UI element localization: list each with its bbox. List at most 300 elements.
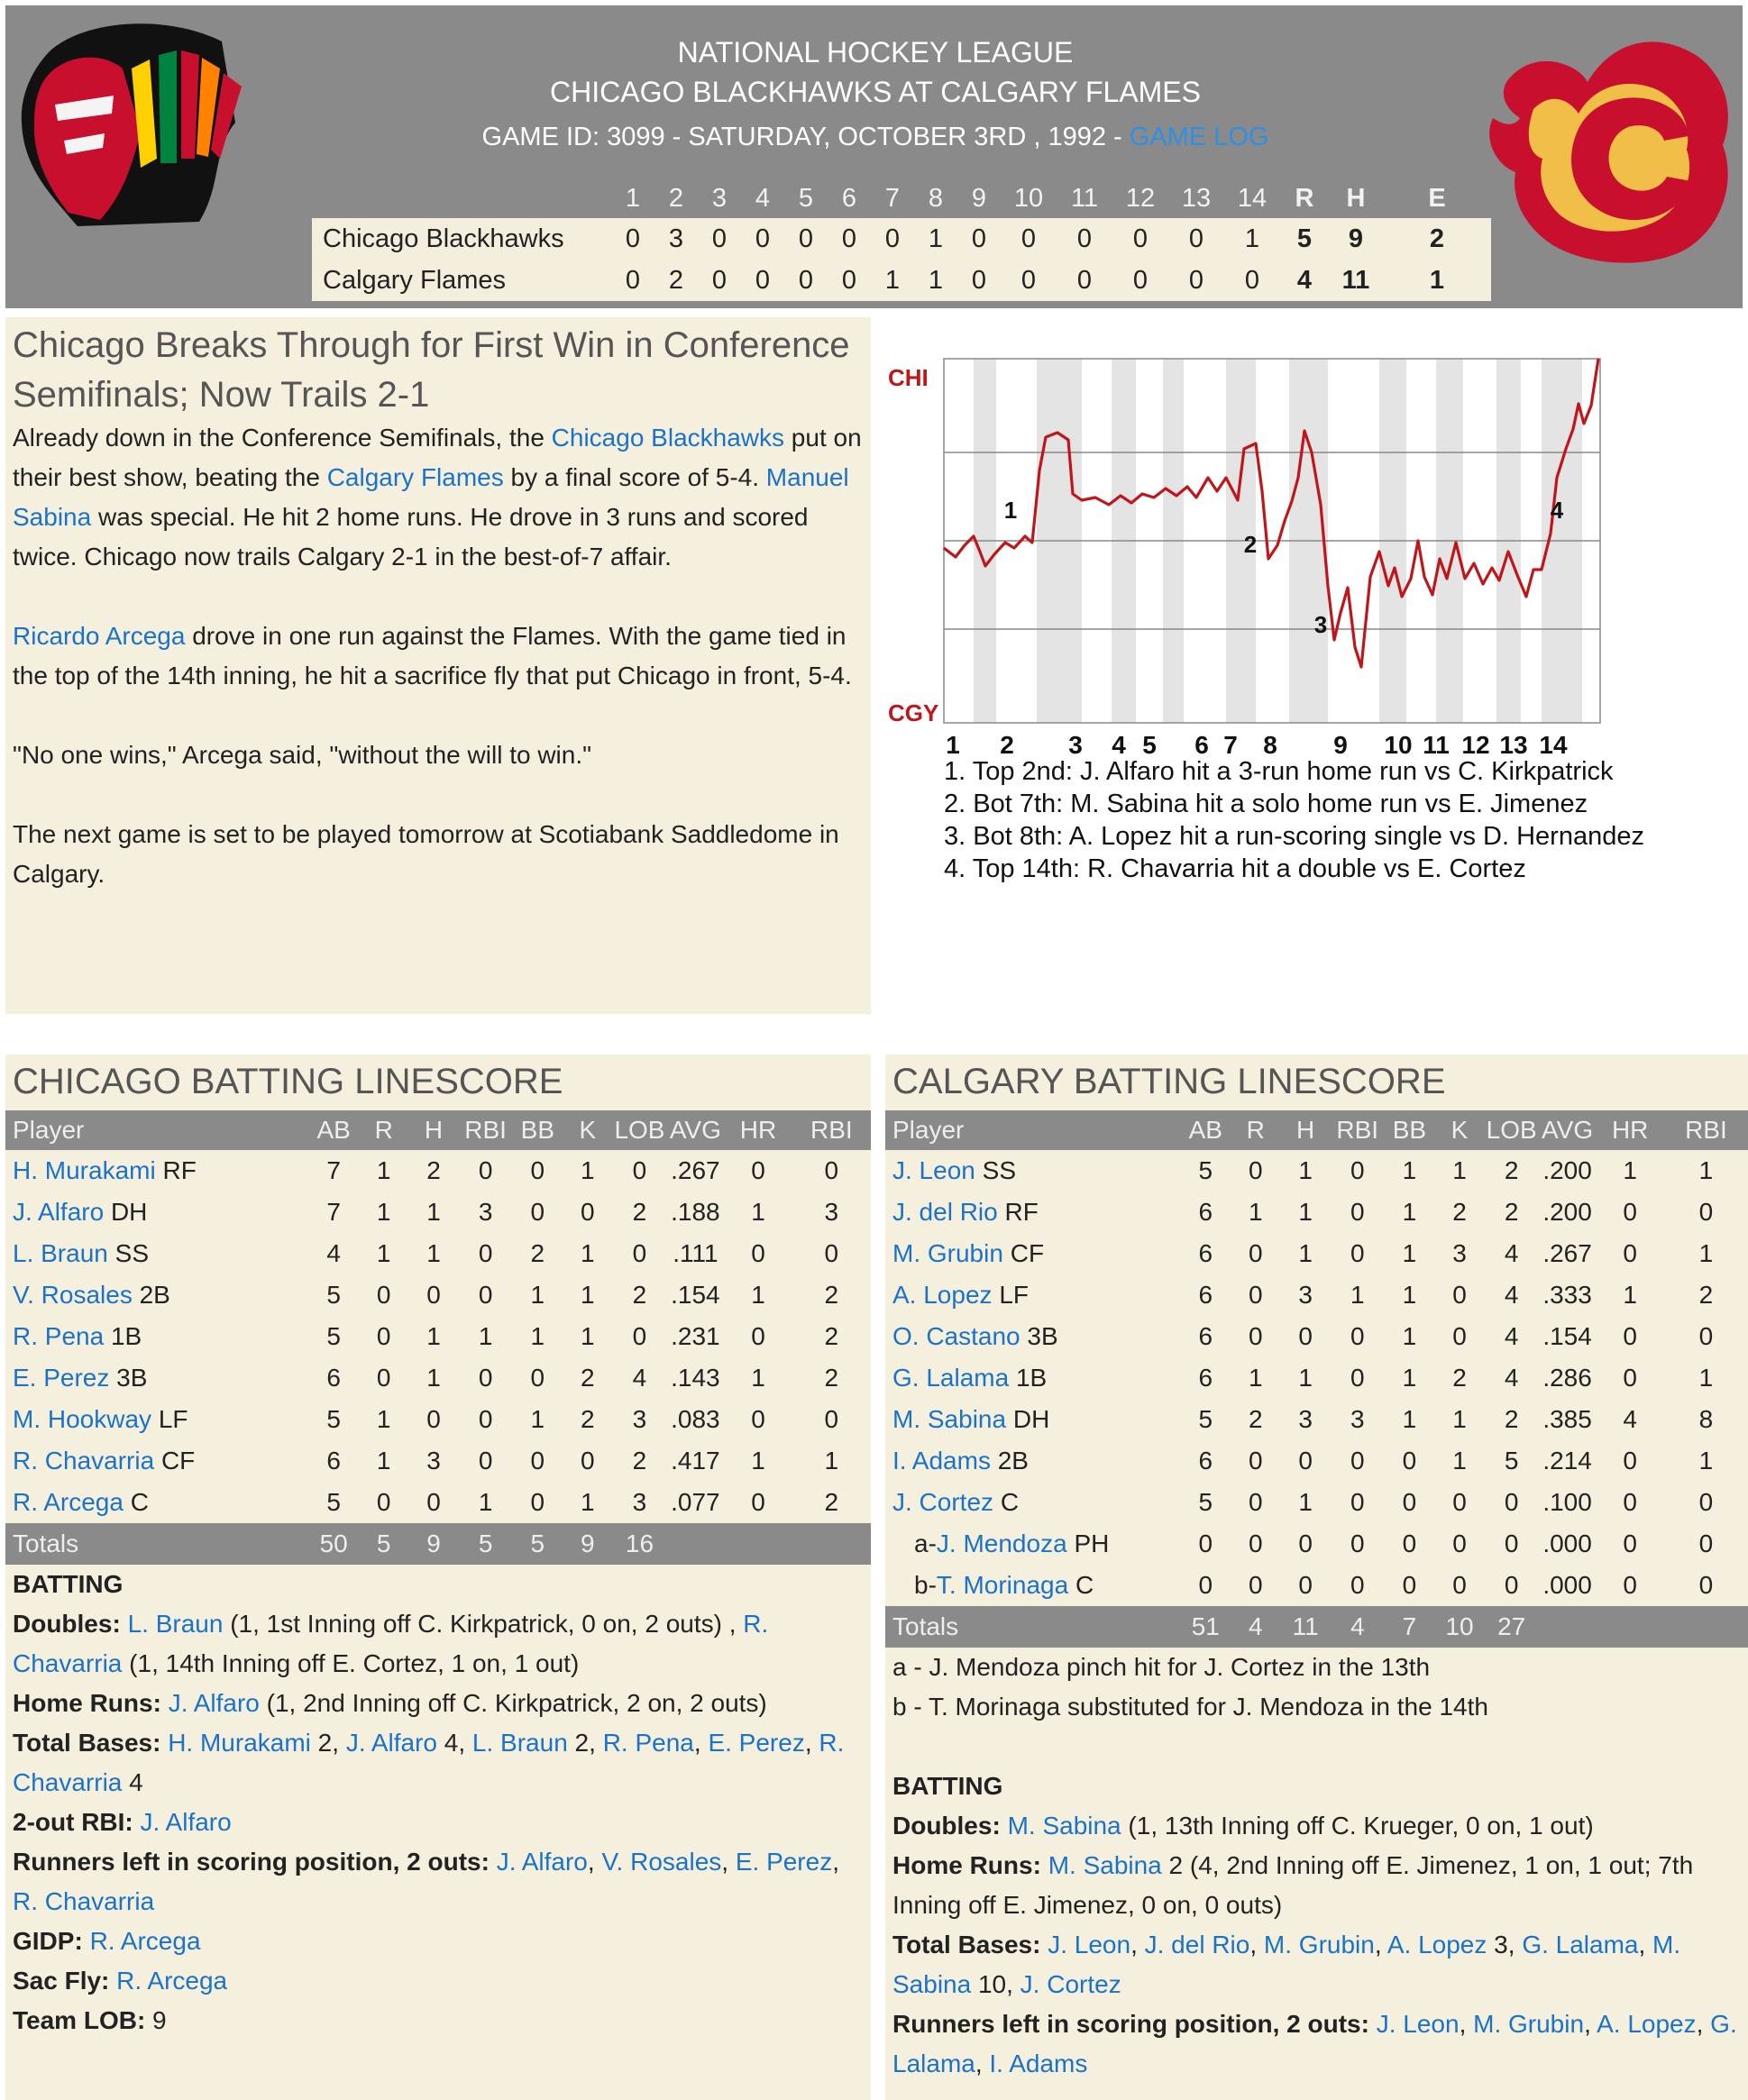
batting-row bbox=[885, 1357, 1748, 1399]
note-text: 4, bbox=[437, 1729, 472, 1757]
stat-cell: 1 bbox=[1623, 1156, 1637, 1184]
stat-cell: 5 bbox=[326, 1281, 341, 1309]
stat-cell: 0 bbox=[824, 1405, 839, 1433]
inning-score: 1 bbox=[1224, 218, 1280, 260]
player-link[interactable]: M. Hookway bbox=[13, 1405, 152, 1433]
stat-cell: 0 bbox=[376, 1281, 391, 1309]
batting-col-header: RBI bbox=[1331, 1110, 1385, 1150]
inning-score: 0 bbox=[957, 218, 1001, 260]
stat-cell: 5 bbox=[326, 1322, 341, 1350]
player-link[interactable]: R. Chavarria bbox=[13, 1610, 769, 1677]
stat-cell: 0 bbox=[1248, 1322, 1263, 1350]
rlisp-note bbox=[892, 2004, 1740, 2084]
linescore-col-header: 5 bbox=[798, 183, 814, 213]
player-link[interactable]: G. Lalama bbox=[892, 1364, 1010, 1392]
doubles-note bbox=[13, 1604, 860, 1684]
recap-text: drove in one run against the Flames. With the game tied in the top of the 14th inning, he hit a sacrifice fly that put Chicago in front, 5-4. bbox=[13, 622, 852, 689]
team-link-calgary[interactable]: Calgary Flames bbox=[326, 463, 504, 491]
stat-cell: 1 bbox=[1298, 1156, 1313, 1184]
totals-cell bbox=[724, 1523, 792, 1565]
player-cell bbox=[5, 1150, 308, 1192]
linescore-col-header: 14 bbox=[1237, 183, 1268, 213]
player-link[interactable]: E. Perez bbox=[708, 1729, 805, 1757]
stat-cell: .214 bbox=[1542, 1447, 1592, 1475]
stat-cell: 0 bbox=[1504, 1488, 1519, 1516]
player-link[interactable]: R. Pena bbox=[13, 1322, 105, 1350]
stat-cell: 0 bbox=[426, 1405, 441, 1433]
stat-cell: 0 bbox=[1504, 1571, 1519, 1599]
inning-label: 5 bbox=[1142, 731, 1157, 757]
inning-score: 3 bbox=[654, 218, 698, 260]
player-link[interactable]: V. Rosales bbox=[601, 1848, 722, 1876]
stat-cell: 5 bbox=[1198, 1488, 1213, 1516]
stat-cell: 1 bbox=[1298, 1488, 1313, 1516]
note-label: Runners left in scoring position, 2 outs: bbox=[13, 1848, 490, 1876]
player-link[interactable]: M. Grubin bbox=[1263, 1931, 1375, 1958]
totals-label: Totals bbox=[885, 1606, 1180, 1648]
chicago-batting-table bbox=[5, 1110, 871, 1565]
stat-cell: 1 bbox=[824, 1447, 839, 1475]
sub-prefix: b- bbox=[914, 1571, 937, 1599]
stat-cell: .143 bbox=[671, 1364, 720, 1392]
stat-cell: 2 bbox=[1504, 1156, 1519, 1184]
stat-cell: 0 bbox=[478, 1405, 493, 1433]
player-link[interactable]: I. Adams bbox=[892, 1447, 991, 1475]
player-link[interactable]: G. Lalama bbox=[892, 2010, 1737, 2077]
player-link[interactable]: J. Mendoza bbox=[936, 1529, 1067, 1557]
player-link[interactable]: J. Leon bbox=[1048, 1931, 1131, 1958]
chicago-batting-panel bbox=[5, 1055, 871, 2100]
stat-cell: 0 bbox=[478, 1156, 493, 1184]
stat-cell: 2 bbox=[1452, 1364, 1467, 1392]
player-link[interactable]: Ricardo Arcega bbox=[13, 622, 186, 650]
note-label: Total Bases: bbox=[13, 1729, 161, 1757]
player-position: 3B bbox=[116, 1364, 148, 1392]
player-position: SS bbox=[982, 1156, 1016, 1184]
note-text: (1, 2nd Inning off C. Kirkpatrick, 2 on, 2 outs) bbox=[259, 1689, 767, 1717]
batting-col-header: AB bbox=[308, 1110, 359, 1150]
player-link[interactable]: J. Leon bbox=[1376, 2010, 1460, 2038]
stat-cell: 1 bbox=[581, 1281, 595, 1309]
inning-score: 0 bbox=[698, 260, 741, 301]
stat-cell: 0 bbox=[824, 1239, 839, 1267]
stat-cell: 1 bbox=[581, 1322, 595, 1350]
note-label: 2-out RBI: bbox=[13, 1808, 133, 1836]
player-link[interactable]: Manuel Sabina bbox=[13, 463, 849, 531]
player-link[interactable]: M. Sabina bbox=[892, 1931, 1681, 1998]
stat-cell: 0 bbox=[1298, 1322, 1313, 1350]
player-position: 1B bbox=[1015, 1364, 1048, 1392]
batting-row bbox=[5, 1150, 871, 1192]
stat-cell: 5 bbox=[1198, 1405, 1213, 1433]
player-link[interactable]: J. del Rio bbox=[1144, 1931, 1250, 1958]
stat-cell: 1 bbox=[581, 1488, 595, 1516]
stat-cell: 1 bbox=[478, 1322, 493, 1350]
stat-cell: .100 bbox=[1542, 1488, 1592, 1516]
home-runs-note bbox=[13, 1684, 860, 1723]
inning-score: 0 bbox=[1112, 218, 1168, 260]
inning-score: 1 bbox=[914, 218, 957, 260]
player-position: LF bbox=[999, 1281, 1029, 1309]
player-link[interactable]: G. Lalama bbox=[1522, 1931, 1639, 1958]
stat-cell: 0 bbox=[1623, 1364, 1637, 1392]
stat-cell: 2 bbox=[530, 1239, 545, 1267]
player-link[interactable]: R. Arcega bbox=[13, 1488, 124, 1516]
stat-cell: 1 bbox=[751, 1198, 765, 1226]
totals-cell bbox=[666, 1523, 724, 1565]
player-position: C bbox=[130, 1488, 149, 1516]
note-text: 4 bbox=[122, 1768, 143, 1796]
stat-cell: 4 bbox=[1504, 1239, 1519, 1267]
totals-cell: 9 bbox=[408, 1523, 458, 1565]
player-link[interactable]: M. Grubin bbox=[1473, 2010, 1585, 2038]
player-link[interactable]: J. Alfaro bbox=[168, 1689, 260, 1717]
player-position: RF bbox=[1004, 1198, 1039, 1226]
chart-note: 2. Bot 7th: M. Sabina hit a solo home run vs E. Jimenez bbox=[944, 790, 1588, 818]
stat-cell: 0 bbox=[581, 1447, 595, 1475]
stat-cell: 0 bbox=[530, 1488, 545, 1516]
player-link[interactable]: R. Chavarria bbox=[13, 1729, 845, 1796]
linescore-row bbox=[312, 260, 1491, 301]
stat-cell: 4 bbox=[326, 1239, 341, 1267]
player-link[interactable]: J. Alfaro bbox=[345, 1729, 437, 1757]
totals-cell: 50 bbox=[308, 1523, 359, 1565]
inning-label: 11 bbox=[1423, 731, 1450, 757]
player-cell bbox=[5, 1316, 308, 1357]
player-link[interactable]: M. Sabina bbox=[892, 1405, 1007, 1433]
stat-cell: 0 bbox=[824, 1156, 839, 1184]
player-link[interactable]: R. Arcega bbox=[89, 1927, 201, 1955]
stat-cell: 1 bbox=[1698, 1364, 1714, 1392]
totals-cell: 27 bbox=[1485, 1606, 1539, 1648]
stat-cell: 5 bbox=[1198, 1156, 1213, 1184]
linescore-col-header: 3 bbox=[711, 183, 728, 213]
game-header bbox=[5, 5, 1743, 308]
calgary-batting-title: CALGARY BATTING LINESCORE bbox=[892, 1062, 1446, 1101]
batting-col-header: Player bbox=[885, 1110, 1180, 1150]
stat-cell: 0 bbox=[1698, 1571, 1714, 1599]
stat-cell: 2 bbox=[1504, 1405, 1519, 1433]
note-text: , bbox=[1249, 1931, 1264, 1958]
stat-cell: 2 bbox=[1504, 1198, 1519, 1226]
player-cell bbox=[5, 1192, 308, 1233]
stat-cell: 0 bbox=[1198, 1529, 1213, 1557]
stat-cell: 1 bbox=[751, 1281, 765, 1309]
team-link-chicago[interactable]: Chicago Blackhawks bbox=[551, 424, 785, 452]
inning-label: 12 bbox=[1461, 731, 1490, 757]
game-id-text: GAME ID: 3099 - SATURDAY, OCTOBER 3RD , 1992 - bbox=[481, 123, 1130, 151]
player-link[interactable]: J. Alfaro bbox=[140, 1808, 232, 1836]
note-label: Home Runs: bbox=[892, 1851, 1041, 1879]
stat-cell: 0 bbox=[1402, 1488, 1417, 1516]
note-text: 9 bbox=[145, 2006, 167, 2034]
player-link[interactable]: E. Perez bbox=[13, 1364, 110, 1392]
stat-cell: 0 bbox=[1350, 1488, 1365, 1516]
player-link[interactable]: A. Lopez bbox=[1597, 2010, 1697, 2038]
player-cell bbox=[5, 1357, 308, 1399]
stat-cell: 1 bbox=[1402, 1405, 1417, 1433]
stat-cell: 1 bbox=[1248, 1364, 1263, 1392]
note-label: Team LOB: bbox=[13, 2006, 146, 2034]
stat-cell: 4 bbox=[632, 1364, 647, 1392]
batting-row bbox=[885, 1440, 1748, 1482]
totals-cell: 4 bbox=[1331, 1606, 1385, 1648]
player-link[interactable]: R. Pena bbox=[602, 1729, 694, 1757]
player-link[interactable]: R. Chavarria bbox=[13, 1887, 155, 1915]
stat-cell: 1 bbox=[1452, 1405, 1467, 1433]
player-link[interactable]: J. Cortez bbox=[1020, 1970, 1121, 1998]
batting-col-header: RBI bbox=[1664, 1110, 1748, 1150]
batting-row bbox=[885, 1233, 1748, 1274]
inning-score: 0 bbox=[828, 260, 871, 301]
batting-col-header: RBI bbox=[459, 1110, 513, 1150]
note-text: , bbox=[693, 1729, 709, 1757]
batting-row bbox=[5, 1440, 871, 1482]
batting-col-header: HR bbox=[724, 1110, 792, 1150]
player-position: LF bbox=[158, 1405, 188, 1433]
totals-label: Totals bbox=[5, 1523, 308, 1565]
inning-score: 0 bbox=[957, 260, 1001, 301]
recap-paragraph bbox=[13, 418, 867, 577]
stat-cell: .154 bbox=[671, 1281, 720, 1309]
player-cell bbox=[5, 1399, 308, 1440]
linescore-col-header: 2 bbox=[668, 183, 684, 213]
player-link[interactable]: J. Leon bbox=[892, 1156, 975, 1184]
totals-cell bbox=[1597, 1606, 1664, 1648]
player-link[interactable]: L. Braun bbox=[471, 1729, 568, 1757]
stat-cell: 2 bbox=[824, 1322, 839, 1350]
batting-row bbox=[5, 1399, 871, 1440]
rlisp-note bbox=[13, 1842, 860, 1922]
chart-top-label: CHI bbox=[888, 364, 929, 391]
player-link[interactable]: L. Braun bbox=[127, 1610, 224, 1638]
recap-quote: "No one wins," Arcega said, "without the will to win." bbox=[13, 741, 592, 769]
inning-score: 0 bbox=[871, 218, 914, 260]
batting-col-header: H bbox=[1280, 1110, 1330, 1150]
stat-cell: 1 bbox=[1248, 1198, 1263, 1226]
player-link[interactable]: R. Arcega bbox=[116, 1967, 228, 1995]
inning-score: 0 bbox=[611, 218, 654, 260]
inning-label: 3 bbox=[1068, 731, 1083, 757]
stat-cell: 0 bbox=[376, 1488, 391, 1516]
stat-cell: 0 bbox=[1623, 1322, 1637, 1350]
stat-cell: 0 bbox=[376, 1322, 391, 1350]
stat-cell: 1 bbox=[1402, 1198, 1417, 1226]
batting-header: BATTING bbox=[892, 1772, 1003, 1800]
stat-cell: 2 bbox=[824, 1488, 839, 1516]
stat-cell: 0 bbox=[1350, 1529, 1365, 1557]
player-position: C bbox=[1000, 1488, 1020, 1516]
player-link[interactable]: L. Braun bbox=[13, 1239, 108, 1267]
player-cell bbox=[5, 1274, 308, 1316]
stat-cell: 0 bbox=[478, 1281, 493, 1309]
player-link[interactable]: J. Alfaro bbox=[13, 1198, 105, 1226]
note-text: 3, bbox=[1487, 1931, 1523, 1958]
player-link[interactable]: J. Cortez bbox=[892, 1488, 994, 1516]
player-link[interactable]: J. del Rio bbox=[892, 1198, 998, 1226]
chart-note: 4. Top 14th: R. Chavarria hit a double vs E. Cortez bbox=[944, 854, 1526, 883]
player-cell bbox=[885, 1565, 1180, 1606]
stat-cell: 0 bbox=[478, 1447, 493, 1475]
totals-cell bbox=[1539, 1606, 1597, 1648]
player-position: CF bbox=[160, 1447, 196, 1475]
stat-cell: 1 bbox=[1298, 1239, 1313, 1267]
home-runs-note bbox=[892, 1846, 1740, 1925]
batting-row bbox=[885, 1274, 1748, 1316]
game-recap bbox=[5, 317, 871, 1014]
batting-row bbox=[885, 1192, 1748, 1233]
player-link[interactable]: H. Murakami bbox=[168, 1729, 311, 1757]
player-cell bbox=[885, 1233, 1180, 1274]
flames-logo bbox=[1479, 28, 1741, 271]
totals-cell bbox=[1664, 1606, 1748, 1648]
note-text: , bbox=[832, 1848, 839, 1876]
stat-cell: 0 bbox=[1248, 1488, 1263, 1516]
batting-col-header: BB bbox=[1385, 1110, 1435, 1150]
linescore-team-header bbox=[312, 178, 611, 218]
stat-cell: 8 bbox=[1698, 1405, 1714, 1433]
recap-body bbox=[13, 418, 867, 934]
player-link[interactable]: E. Perez bbox=[735, 1848, 833, 1876]
player-position: 2B bbox=[139, 1281, 170, 1309]
stat-cell: 0 bbox=[1350, 1239, 1365, 1267]
inning-score: 0 bbox=[1112, 260, 1168, 301]
totals-row bbox=[885, 1606, 1748, 1648]
totals-cell: 16 bbox=[613, 1523, 667, 1565]
player-link[interactable]: O. Castano bbox=[892, 1322, 1020, 1350]
stat-cell: 6 bbox=[1198, 1447, 1213, 1475]
batting-row bbox=[885, 1316, 1748, 1357]
stat-cell: 2 bbox=[581, 1364, 595, 1392]
stat-cell: 0 bbox=[632, 1156, 647, 1184]
linescore-col-header: E bbox=[1428, 183, 1446, 213]
stat-cell: 1 bbox=[426, 1322, 441, 1350]
hits-total: 9 bbox=[1329, 218, 1383, 260]
stat-cell: 0 bbox=[530, 1198, 545, 1226]
chart-note: 3. Bot 8th: A. Lopez hit a run-scoring single vs D. Hernandez bbox=[944, 822, 1644, 851]
note-text: , bbox=[1696, 2010, 1711, 2038]
stat-cell: 3 bbox=[632, 1488, 647, 1516]
inning-score: 0 bbox=[1001, 218, 1057, 260]
batting-col-header: K bbox=[1434, 1110, 1485, 1150]
inning-label: 8 bbox=[1263, 731, 1277, 757]
stat-cell: .000 bbox=[1542, 1571, 1592, 1599]
stat-cell: 0 bbox=[632, 1322, 647, 1350]
note-text: (1, 1st Inning off C. Kirkpatrick, 0 on, 2 outs) , bbox=[223, 1610, 744, 1638]
stat-cell: 1 bbox=[530, 1405, 545, 1433]
event-marker: 3 bbox=[1313, 611, 1328, 638]
linescore-col-header: 8 bbox=[928, 183, 944, 213]
recap-text: Already down in the Conference Semifinals, the bbox=[13, 424, 552, 452]
player-link[interactable]: V. Rosales bbox=[13, 1281, 133, 1309]
totals-row bbox=[5, 1523, 871, 1565]
stat-cell: .417 bbox=[671, 1447, 720, 1475]
stat-cell: 0 bbox=[751, 1322, 765, 1350]
linescore-col-header: 1 bbox=[625, 183, 641, 213]
stat-cell: .200 bbox=[1542, 1198, 1592, 1226]
player-link[interactable]: M. Sabina bbox=[1007, 1812, 1121, 1840]
calgary-batting-table bbox=[885, 1110, 1748, 1648]
batting-col-header: H bbox=[408, 1110, 458, 1150]
event-marker: 2 bbox=[1243, 531, 1258, 558]
gidp-note bbox=[13, 1922, 860, 1961]
player-link[interactable]: M. Sabina bbox=[1048, 1851, 1162, 1879]
batting-row bbox=[5, 1233, 871, 1274]
stat-cell: 1 bbox=[426, 1198, 441, 1226]
linescore-col-header: 13 bbox=[1181, 183, 1212, 213]
player-link[interactable]: H. Murakami bbox=[13, 1156, 156, 1184]
hits-total: 11 bbox=[1329, 260, 1383, 301]
stat-cell: 0 bbox=[632, 1239, 647, 1267]
recap-text: put on their best show, beating the bbox=[13, 424, 862, 491]
stat-cell: 1 bbox=[1298, 1364, 1313, 1392]
player-cell bbox=[885, 1274, 1180, 1316]
stat-cell: 2 bbox=[632, 1281, 647, 1309]
stat-cell: 0 bbox=[1248, 1156, 1263, 1184]
player-link[interactable]: A. Lopez bbox=[1387, 1931, 1487, 1958]
stat-cell: 5 bbox=[326, 1488, 341, 1516]
stat-cell: 1 bbox=[1698, 1156, 1714, 1184]
game-log-link[interactable]: GAME LOG bbox=[1129, 123, 1269, 151]
stat-cell: 2 bbox=[824, 1364, 839, 1392]
note-text: , bbox=[804, 1729, 819, 1757]
player-link[interactable]: M. Grubin bbox=[892, 1239, 1003, 1267]
recap-paragraph: The next game is set to be played tomorrow at Scotiabank Saddledome in Calgary. bbox=[13, 820, 839, 888]
stat-cell: 2 bbox=[1452, 1198, 1467, 1226]
batting-row bbox=[885, 1482, 1748, 1523]
player-position: 2B bbox=[997, 1447, 1029, 1475]
inning-label: 9 bbox=[1333, 731, 1348, 757]
inning-label: 6 bbox=[1194, 731, 1209, 757]
linescore-col-header: 9 bbox=[971, 183, 987, 213]
stat-cell: 1 bbox=[376, 1447, 391, 1475]
stat-cell: 6 bbox=[1198, 1364, 1213, 1392]
stat-cell: .267 bbox=[1542, 1239, 1592, 1267]
stat-cell: 3 bbox=[632, 1405, 647, 1433]
stat-cell: 1 bbox=[1698, 1447, 1714, 1475]
player-link[interactable]: T. Morinaga bbox=[936, 1571, 1069, 1599]
calgary-batting-notes bbox=[892, 1648, 1740, 2084]
inning-score: 0 bbox=[1168, 218, 1224, 260]
runs-total: 5 bbox=[1280, 218, 1329, 260]
batting-col-header: RBI bbox=[792, 1110, 871, 1150]
batting-col-header: AVG bbox=[666, 1110, 724, 1150]
linescore-team-name: Chicago Blackhawks bbox=[312, 218, 611, 260]
linescore-col-header: 12 bbox=[1125, 183, 1156, 213]
player-link[interactable]: J. Alfaro bbox=[496, 1848, 588, 1876]
player-link[interactable]: I. Adams bbox=[989, 2050, 1088, 2077]
stat-cell: .231 bbox=[671, 1322, 720, 1350]
stat-cell: 2 bbox=[632, 1198, 647, 1226]
batting-row bbox=[5, 1274, 871, 1316]
player-cell bbox=[5, 1482, 308, 1523]
stat-cell: 2 bbox=[1698, 1281, 1714, 1309]
stat-cell: 7 bbox=[326, 1198, 341, 1226]
player-link[interactable]: R. Chavarria bbox=[13, 1447, 155, 1475]
stat-cell: 0 bbox=[1248, 1447, 1263, 1475]
batting-header: BATTING bbox=[13, 1570, 124, 1598]
player-position: SS bbox=[114, 1239, 149, 1267]
player-link[interactable]: A. Lopez bbox=[892, 1281, 993, 1309]
stat-cell: .200 bbox=[1542, 1156, 1592, 1184]
batting-col-header: LOB bbox=[613, 1110, 667, 1150]
recap-headline: Chicago Breaks Through for First Win in Conference Semifinals; Now Trails 2-1 bbox=[13, 325, 850, 415]
note-label: Home Runs: bbox=[13, 1689, 161, 1717]
batting-row bbox=[885, 1150, 1748, 1192]
stat-cell: 0 bbox=[581, 1198, 595, 1226]
stat-cell: 0 bbox=[1248, 1281, 1263, 1309]
stat-cell: .154 bbox=[1542, 1322, 1592, 1350]
